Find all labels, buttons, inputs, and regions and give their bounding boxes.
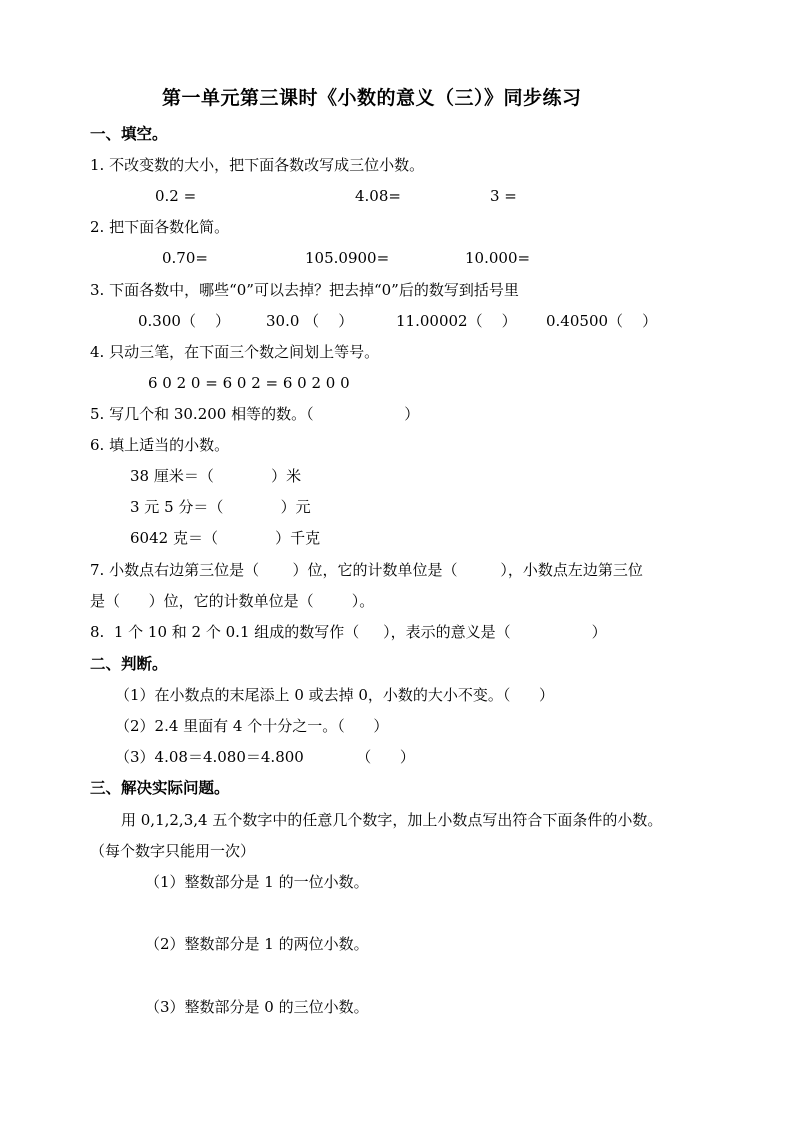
q3-text: 3. 下面各数中，哪些“0”可以去掉？把去掉“0”后的数写到括号里 [90,281,519,299]
q3-item-2: 30.0 （ ） [266,312,354,330]
q6-item-2: 3 元 5 分＝（ ）元 [130,498,311,516]
section3-intro-line1: 用 0,1,2,3,4 五个数字中的任意几个数字，加上小数点写出符合下面条件的小数。 [121,811,663,829]
q5-text: 5. 写几个和 30.200 相等的数。（ ） [90,405,420,423]
q7-line2: 是（ ）位，它的计数单位是（ ）。 [90,592,375,610]
section3-heading: 三、解决实际问题。 [90,778,230,797]
page-title: 第一单元第三课时《小数的意义（三）》同步练习 [162,87,582,109]
judge-item-3: （3）4.08＝4.080＝4.800 （ ） [115,748,415,766]
problem-item-1: （1）整数部分是 1 的一位小数。 [145,873,369,891]
q8-text: 8. 1 个 10 和 2 个 0.1 组成的数写作（ ），表示的意义是（ ） [90,623,607,641]
q2-text: 2. 把下面各数化简。 [90,218,230,236]
q1-item-2: 4.08= [355,187,401,205]
q6-text: 6. 填上适当的小数。 [90,436,230,454]
judge-item-1: （1）在小数点的末尾添上 0 或去掉 0，小数的大小不变。（ ） [115,686,555,704]
q6-item-3: 6042 克＝（ ）千克 [130,529,321,547]
q3-item-4: 0.40500（ ） [546,312,658,330]
section3-intro-line2: （每个数字只能用一次） [90,842,256,860]
problem-item-2: （2）整数部分是 1 的两位小数。 [145,935,369,953]
q1-item-3: 3 = [490,187,517,205]
q1-text: 1. 不改变数的大小，把下面各数改写成三位小数。 [90,156,425,174]
q1-item-1: 0.2 = [155,187,197,205]
q2-item-1: 0.70= [162,249,208,267]
q3-item-1: 0.300（ ） [138,312,231,330]
q3-item-3: 11.00002（ ） [396,312,517,330]
q7-line1: 7. 小数点右边第三位是（ ）位，它的计数单位是（ ），小数点左边第三位 [90,561,643,579]
q2-item-3: 10.000= [465,249,531,267]
problem-item-3: （3）整数部分是 0 的三位小数。 [145,998,369,1016]
section2-heading: 二、判断。 [90,654,168,673]
q2-item-2: 105.0900= [305,249,390,267]
section1-heading: 一、填空。 [90,124,168,143]
q4-equation: 6 0 2 0 = 6 0 2 = 6 0 2 0 0 [148,374,350,392]
q6-item-1: 38 厘米＝（ ）米 [130,467,302,485]
judge-item-2: （2）2.4 里面有 4 个十分之一。（ ） [115,717,389,735]
q4-text: 4. 只动三笔，在下面三个数之间划上等号。 [90,343,380,361]
